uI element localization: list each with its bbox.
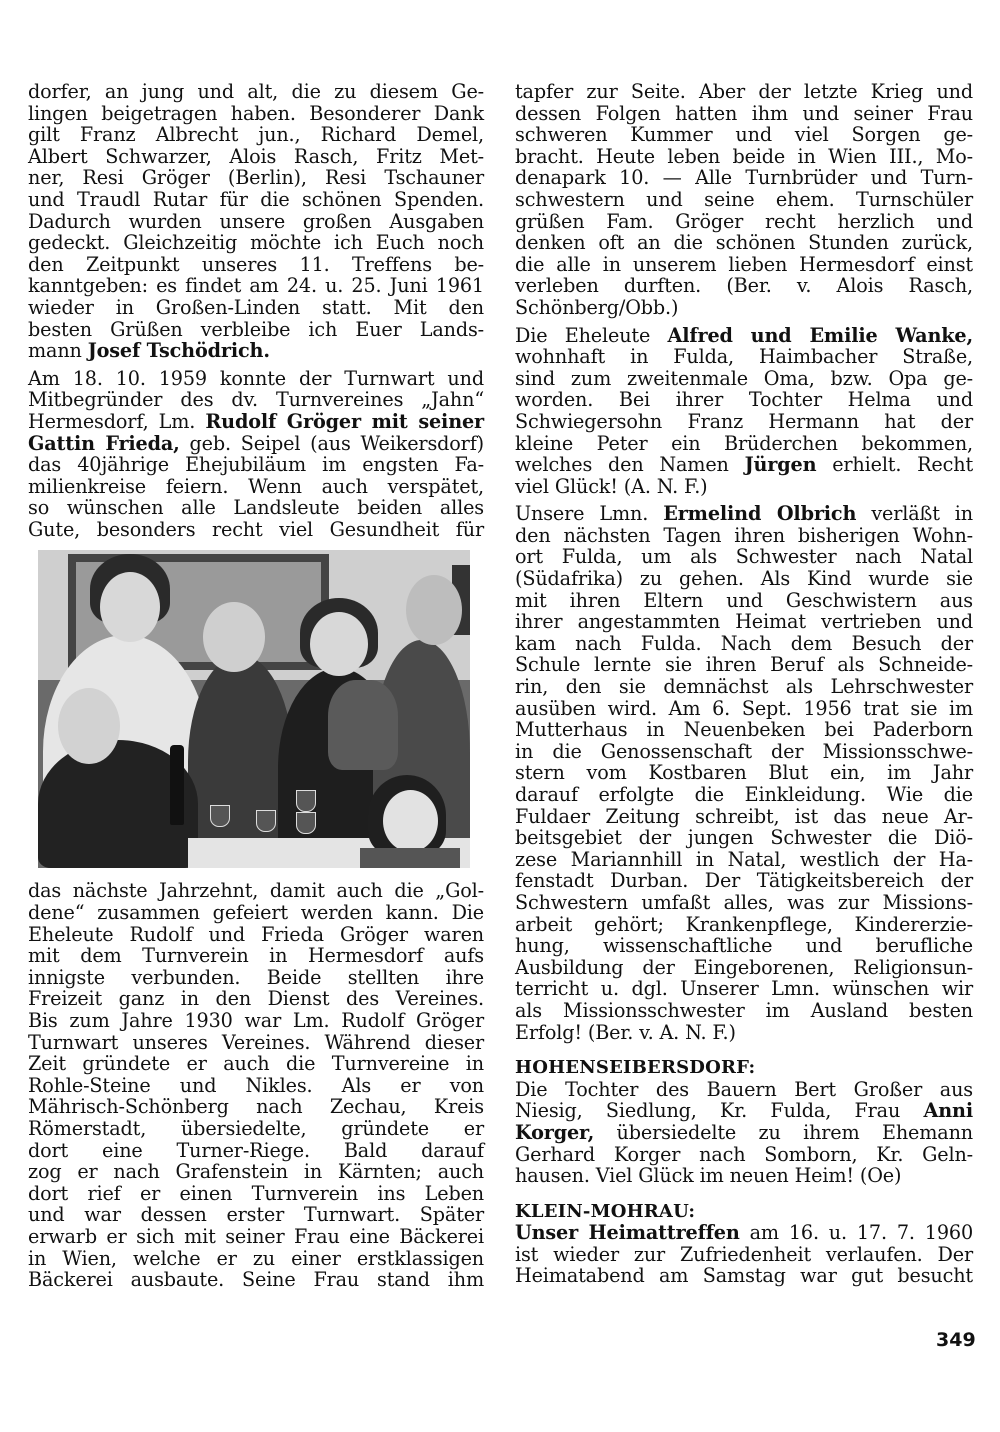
text-line: kleine Peter ein Brüderchen bekommen, [515,431,973,455]
text-line: besten Grüßen verbleibe ich Euer Lands- [28,317,484,341]
group-photo [38,550,470,868]
text-line: Am 18. 10. 1959 konnte der Turnwart und [28,366,484,390]
section-klein-mohrau [515,1201,973,1287]
text-line: in die Genossenschaft der Missionsschwe- [515,739,973,763]
text-line: schwestern und seine ehem. Turnschüler [515,187,973,211]
text-line: zese Mariannhill in Natal, westlich der Ha- [515,847,973,871]
bold-phrase: Unser Heimattreffen [515,1221,740,1245]
bold-name: Anni [923,1099,973,1123]
text-line: Mitbegründer des dv. Turnvereines „Jahn“ [28,388,484,412]
text-line: als Missionsschwester im Ausland besten [515,998,973,1022]
text-line: Fuldaer Zeitung schreibt, ist das neue Ar- [515,804,973,828]
text-line: stern vom Kostbaren Blut ein, im Jahr [515,761,973,785]
text-line: Schwiegersohn Franz Hermann hat der [515,409,973,433]
text-line: Schule lernte sie ihren Beruf als Schneide- [515,653,973,677]
text-line: Dadurch wurden unsere großen Ausgaben [28,209,484,233]
text-fragment: mann [28,339,88,363]
text-line: das 40jährige Ehejubiläum im engsten Fa- [28,453,484,477]
text-fragment: Hermesdorf, Lm. [28,409,206,433]
text-line: wohnhaft in Fulda, Haimbacher Straße, [515,345,973,369]
text-line: tapfer zur Seite. Aber der letzte Krieg und [515,80,973,103]
text-line [515,503,973,525]
photo-glass [256,810,276,832]
text-line [515,1100,973,1122]
text-line: denken oft an die schönen Stunden zurück, [515,231,973,255]
text-line: ort Fulda, um als Schwester nach Natal [515,545,973,569]
bold-name: Jürgen [744,453,817,477]
photo-glass [296,790,316,812]
text-line: terricht u. dgl. Unserer Lmn. wünschen wir [515,977,973,1001]
text-line: hung, wissenschaftliche und berufliche [515,934,973,958]
text-line: zog er nach Grafenstein in Kärnten; auch [28,1160,484,1184]
text-line: worden. Bei ihrer Tochter Helma und [515,388,973,412]
photo-face [58,688,120,764]
text-line [515,325,973,347]
text-line [515,1222,973,1244]
text-line: lingen beigetragen haben. Besonderer Dank [28,101,484,125]
bold-name: Ermelind Olbrich [663,502,857,526]
text-line: grüßen Fam. Gröger recht herzlich und [515,209,973,233]
photo-face [100,572,160,642]
text-line: Freizeit ganz in den Dienst des Vereines. [28,987,484,1011]
text-fragment: Niesig, Siedlung, Kr. Fulda, Frau [515,1099,924,1123]
text-line: die alle in unserem lieben Hermesdorf einst [515,252,973,276]
text-line: wieder in Großen-Linden statt. Mit den [28,295,484,319]
text-line: Gute, besonders recht viel Gesundheit für [28,517,484,541]
paragraph-thanks [28,81,484,362]
section-hohenseibersdorf [515,1057,973,1187]
paragraph-continuation [515,81,973,319]
photo-person [360,848,460,868]
bold-name: Rudolf Gröger mit seiner [205,409,485,433]
bold-name: Gattin Frieda, [28,431,180,455]
signature-name: Josef Tschödrich. [87,339,270,363]
bold-name: Alfred und Emilie Wanke, [667,323,973,347]
text-line: und war dessen erster Turnwart. Später [28,1203,484,1227]
text-line: ner, Resi Gröger (Berlin), Resi Tschauner [28,166,484,190]
page-number: 349 [936,1329,976,1351]
text-line: ihrer angestammten Heimat vertrieben und [515,610,973,634]
paragraph-wanke [515,325,973,498]
text-line: Albert Schwarzer, Alois Rasch, Fritz Met- [28,144,484,168]
text-line: ausüben wird. Am 6. Sept. 1956 trat sie im [515,696,973,720]
text-line [28,433,484,455]
text-line: beitsgebiet der jungen Schwester die Diö- [515,826,973,850]
text-line: und Traudl Rutar für die schönen Spenden. [28,187,484,211]
photo-glass [210,805,230,827]
text-fragment: Unsere Lmn. [515,502,664,526]
text-fragment: welches den Namen [515,453,745,477]
text-line: dorfer, an jung und alt, die zu diesem Ge- [28,80,484,103]
text-line: Mutterhaus in Neuenbeken bei Paderborn [515,718,973,742]
text-line: gedeckt. Gleichzeitig möchte ich Euch noch [28,231,484,255]
text-line: so wünschen alle Landsleute beiden alles [28,496,484,520]
text-line: das nächste Jahrzehnt, damit auch die „Gol- [28,879,484,903]
text-fragment: erhielt. Recht [816,453,974,477]
text-fragment: übersiedelte zu ihrem Ehemann [594,1120,973,1144]
text-line: Zeit gründete er auch die Turnvereine in [28,1052,484,1076]
text-line: dort rief er einen Turnverein ins Leben [28,1181,484,1205]
text-line: verleben durften. (Ber. v. Alois Rasch, [515,274,973,298]
text-line: Eheleute Rudolf und Frieda Gröger waren [28,922,484,946]
text-fragment: verläßt in [856,502,973,526]
text-line: erwarb er sich mit seiner Frau eine Bäckerei [28,1224,484,1248]
text-line: Ausbildung der Eingeborenen, Religionsun- [515,955,973,979]
text-fragment: am 16. u. 17. 7. 1960 [739,1221,973,1245]
text-line [28,411,484,433]
text-line: bracht. Heute leben beide in Wien III., Mo- [515,144,973,168]
text-fragment: Die Eheleute [515,323,668,347]
text-line: denapark 10. — Alle Turnbrüder und Turn- [515,166,973,190]
section-heading: HOHENSEIBERSDORF: [515,1057,756,1079]
text-line: Römerstadt, übersiedelte, gründete er [28,1117,484,1140]
text-line: arbeit gehört; Krankenpflege, Kindererzie- [515,912,973,936]
text-line: darauf erfolgte die Einkleidung. Wie die [515,783,973,806]
text-line: den nächsten Tagen ihren bisherigen Wohn- [515,523,973,547]
text-line: Erfolg! (Ber. v. A. N. F.) [515,1020,736,1044]
text-line: Gerhard Korger nach Somborn, Kr. Geln- [515,1142,973,1166]
text-line: mit ihren Eltern und Geschwistern aus [515,588,973,612]
paragraph-biography [28,880,484,1290]
text-line: innigste verbunden. Beide stellten ihre [28,965,484,989]
photo-flowers [328,680,398,770]
text-line: sind zum zweitenmale Oma, bzw. Opa ge- [515,366,973,390]
text-line: Heimatabend am Samstag war gut besucht [515,1264,973,1288]
text-line: dessen Folgen hatten ihm und seiner Frau [515,101,973,125]
text-line: in Wien, welche er zu einer erstklassigen [28,1246,484,1270]
text-line: Turnwart unseres Vereines. Während dieser [28,1030,484,1054]
photo-glass [296,812,316,834]
text-fragment: geb. Seipel (aus Weikersdorf) [179,431,484,455]
text-line: den Zeitpunkt unseres 11. Treffens be- [28,252,484,276]
text-line: fenstadt Durban. Der Tätigkeitsbereich der [515,869,973,893]
text-line [515,1122,973,1144]
text-line: Schönberg/Obb.) [515,295,679,319]
text-line: dene“ zusammen gefeiert werden kann. Die [28,901,484,925]
text-line: (Südafrika) zu gehen. Als Kind wurde sie [515,567,973,591]
right-column [515,81,973,1287]
text-line: Bäckerei ausbaute. Seine Frau stand ihm [28,1268,484,1292]
left-column [28,81,484,1291]
text-line [515,454,973,476]
photo-bottle [170,745,184,825]
text-line: Bis zum Jahre 1930 war Lm. Rudolf Gröger [28,1009,484,1033]
text-line: Rohle-Steine und Nikles. Als er von [28,1073,484,1097]
text-line: gilt Franz Albrecht jun., Richard Demel, [28,123,484,147]
text-line: milienkreise feiern. Wenn auch verspätet, [28,474,484,498]
paragraph-anniversary [28,368,484,541]
photo-face [406,575,462,645]
text-line: Die Tochter des Bauern Bert Großer aus [515,1077,973,1101]
text-line: mit dem Turnverein in Hermesdorf aufs [28,944,484,968]
text-line: kanntgeben: es findet am 24. u. 25. Juni 1961 [28,274,484,298]
text-line [28,340,484,362]
text-line: dort eine Turner-Riege. Bald darauf [28,1138,484,1162]
text-line: schweren Kummer und viel Sorgen ge- [515,123,973,147]
bold-name: Korger, [515,1120,595,1144]
text-line: ist wieder zur Zufriedenheit verlaufen. Der [515,1242,973,1266]
section-heading: KLEIN-MOHRAU: [515,1200,696,1222]
text-line: Mährisch-Schönberg nach Zechau, Kreis [28,1095,484,1119]
text-line: kam nach Fulda. Nach dem Besuch der [515,631,973,655]
text-line: hausen. Viel Glück im neuen Heim! (Oe) [515,1164,902,1188]
photo-face [203,602,265,672]
text-line: viel Glück! (A. N. F.) [515,474,708,498]
text-line: rin, den sie demnächst als Lehrschwester [515,675,973,699]
paragraph-olbrich [515,503,973,1043]
text-line: Schwestern umfaßt alles, was zur Missions- [515,890,973,914]
